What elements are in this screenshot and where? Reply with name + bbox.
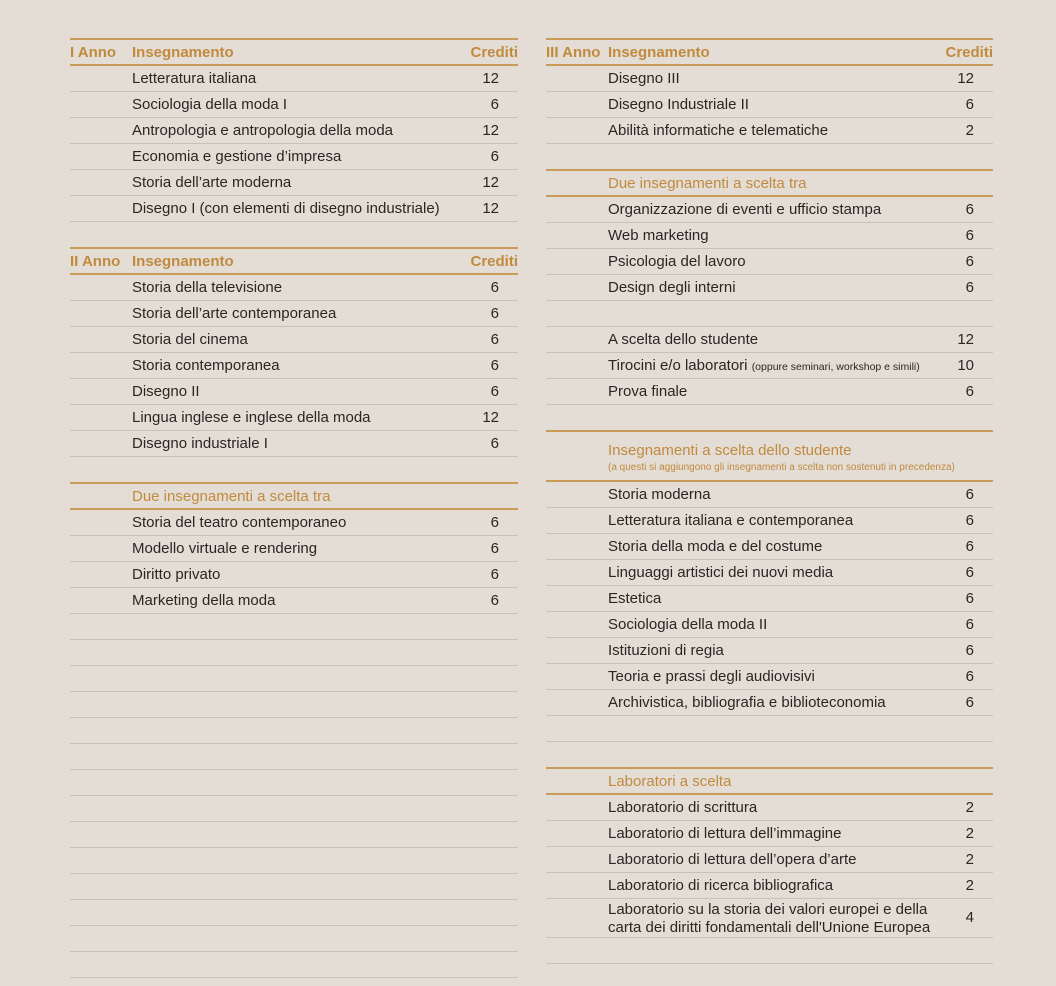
year1-course-list [70,66,518,222]
empty-row [70,614,518,640]
course-row [70,562,518,588]
year-label: III Anno [546,44,601,61]
course-credits: 6 [490,148,499,165]
course-name: Storia del cinema [132,331,248,348]
course-credits: 12 [482,70,499,87]
course-credits: 6 [490,540,499,557]
course-credits: 6 [490,514,499,531]
course-credits: 6 [965,383,974,400]
course-name: Teoria e prassi degli audiovisivi [608,668,815,685]
course-credits: 6 [490,331,499,348]
year2-course-list [70,275,518,457]
empty-row [70,744,518,770]
section-title: Due insegnamenti a scelta tra [608,175,807,192]
course-row [546,795,993,821]
course-row [546,664,993,690]
course-name: Sociologia della moda II [608,616,768,633]
year3-course-list [546,66,993,144]
left-column [70,38,518,978]
course-row [546,560,993,586]
year-label: II Anno [70,253,121,270]
year3-header [546,38,993,66]
spacer [70,222,518,247]
right-column [546,38,993,964]
course-credits: 6 [490,305,499,322]
course-credits: 6 [965,512,974,529]
course-row [70,196,518,222]
course-row [546,873,993,899]
course-row [70,353,518,379]
course-credits: 6 [965,96,974,113]
course-name: Disegno industriale I [132,435,268,452]
course-name: Storia dell’arte contemporanea [132,305,337,322]
course-row [546,508,993,534]
course-name: Laboratorio di lettura dell’immagine [608,825,842,842]
course-credits: 6 [965,564,974,581]
spacer [546,144,993,169]
course-row [70,92,518,118]
course-credits: 6 [490,592,499,609]
elective-list [546,482,993,716]
course-row [546,92,993,118]
empty-row [70,952,518,978]
section-title: Due insegnamenti a scelta tra [132,488,331,505]
year-label: I Anno [70,44,117,61]
spacer [546,405,993,430]
credits-column-header: Crediti [945,44,993,61]
course-credits: 12 [482,122,499,139]
course-name: Storia moderna [608,486,711,503]
empty-row [70,692,518,718]
course-name: Storia della moda e del costume [608,538,823,555]
empty-row [70,718,518,744]
course-name: Psicologia del lavoro [608,253,746,270]
course-row [546,275,993,301]
course-name [608,901,930,937]
course-row [70,405,518,431]
course-row [546,638,993,664]
empty-row [70,822,518,848]
course-name: Disegno II [132,383,200,400]
course-credits: 6 [965,253,974,270]
course-credits: 12 [957,70,974,87]
labs-header [546,767,993,795]
course-credits: 6 [490,96,499,113]
course-credits: 6 [965,694,974,711]
course-credits: 2 [965,799,974,816]
course-name-line: Laboratorio su la storia dei valori europei e della [608,901,928,918]
course-row [70,588,518,614]
course-row [546,847,993,873]
course-row [546,612,993,638]
course-row [70,536,518,562]
course-row [546,118,993,144]
course-row [546,821,993,847]
course-credits: 4 [965,909,974,926]
right-choice-list [546,197,993,301]
empty-row [70,796,518,822]
course-row [70,275,518,301]
course-name: Estetica [608,590,662,607]
course-row [70,510,518,536]
course-name: Storia dell’arte moderna [132,174,292,191]
course-row [546,534,993,560]
course-credits: 2 [965,122,974,139]
course-name: Linguaggi artistici dei nuovi media [608,564,834,581]
course-column-header: Insegnamento [608,44,710,61]
course-name: Laboratorio di scrittura [608,799,758,816]
empty-row [70,770,518,796]
course-column-header: Insegnamento [132,253,234,270]
empty-row [70,926,518,952]
course-row [70,144,518,170]
course-credits: 12 [957,331,974,348]
course-name: Abilità informatiche e telematiche [608,122,829,139]
year2-header [70,247,518,275]
spacer [546,938,993,964]
course-name: Disegno I (con elementi di disegno industriale) [132,200,440,217]
course-credits: 6 [490,357,499,374]
course-name: Organizzazione di eventi e ufficio stampa [608,201,882,218]
course-credits: 6 [965,538,974,555]
course-name: Marketing della moda [132,592,276,609]
course-name: Letteratura italiana [132,70,257,87]
course-name: Istituzioni di regia [608,642,724,659]
student-choice-row [546,327,993,353]
empty-row [70,666,518,692]
course-name: Storia del teatro contemporaneo [132,514,347,531]
empty-row [70,874,518,900]
course-name: Prova finale [608,383,688,400]
course-credits: 6 [965,616,974,633]
course-credits: 6 [490,435,499,452]
course-name: Laboratorio di lettura dell’opera d’arte [608,851,857,868]
course-row [546,586,993,612]
course-credits: 6 [490,383,499,400]
empty-row [70,848,518,874]
spacer [70,457,518,482]
course-credits: 2 [965,851,974,868]
course-name: Disegno Industriale II [608,96,749,113]
course-row [546,66,993,92]
course-name: Storia della televisione [132,279,283,296]
right-choice-header [546,169,993,197]
course-name: Modello virtuale e rendering [132,540,318,557]
final-exam-row [546,379,993,405]
credits-column-header: Crediti [470,44,518,61]
course-name: Antropologia e antropologia della moda [132,122,394,139]
spacer [546,301,993,327]
course-name: Disegno III [608,70,680,87]
internship-note: (oppure seminari, workshop e simili) [751,361,920,373]
section-note: (a questi si aggiungono gli insegnamenti a scelta non sostenuti in precedenza) [608,462,955,473]
course-name: A scelta dello studente [608,331,759,348]
course-credits: 12 [482,409,499,426]
course-credits: 6 [490,279,499,296]
course-name: Letteratura italiana e contemporanea [608,512,854,529]
course-row [70,431,518,457]
course-name: Laboratorio di ricerca bibliografica [608,877,834,894]
spacer [546,716,993,742]
left-choice-header [70,482,518,510]
course-name [608,353,920,380]
course-name: Diritto privato [132,566,221,583]
course-row [546,197,993,223]
course-row [70,170,518,196]
spacer [546,742,993,767]
course-name: Sociologia della moda I [132,96,288,113]
section-title: Insegnamenti a scelta dello studente [608,442,852,459]
section-title: Laboratori a scelta [608,773,732,790]
course-name: Lingua inglese e inglese della moda [132,409,371,426]
course-row [70,379,518,405]
course-credits: 12 [482,174,499,191]
empty-rows [70,614,518,978]
year1-header [70,38,518,66]
left-choice-list [70,510,518,614]
course-row [70,301,518,327]
course-name: Storia contemporanea [132,357,280,374]
course-name: Economia e gestione d’impresa [132,148,342,165]
labs-list [546,795,993,899]
course-row [70,66,518,92]
course-credits: 12 [482,200,499,217]
course-row [70,327,518,353]
course-credits: 6 [965,642,974,659]
lab-row-eu [546,899,993,938]
credits-column-header: Crediti [470,253,518,270]
course-credits: 6 [965,201,974,218]
elective-header [546,430,993,482]
course-name: Archivistica, bibliografia e biblioteconomia [608,694,886,711]
empty-row [70,640,518,666]
course-name: Web marketing [608,227,709,244]
course-credits: 6 [965,227,974,244]
empty-row [70,900,518,926]
course-column-header: Insegnamento [132,44,234,61]
internship-label: Tirocini e/o laboratori [608,357,748,374]
course-credits: 6 [965,486,974,503]
course-credits: 2 [965,825,974,842]
course-credits: 6 [490,566,499,583]
course-row [546,690,993,716]
course-name-line: carta dei diritti fondamentali dell'Unione Europea [608,919,931,936]
course-row [70,118,518,144]
course-credits: 2 [965,877,974,894]
course-credits: 6 [965,668,974,685]
course-row [546,482,993,508]
course-credits: 10 [957,357,974,374]
course-row [546,249,993,275]
course-name: Design degli interni [608,279,736,296]
course-credits: 6 [965,590,974,607]
internship-row [546,353,993,379]
course-credits: 6 [965,279,974,296]
course-row [546,223,993,249]
